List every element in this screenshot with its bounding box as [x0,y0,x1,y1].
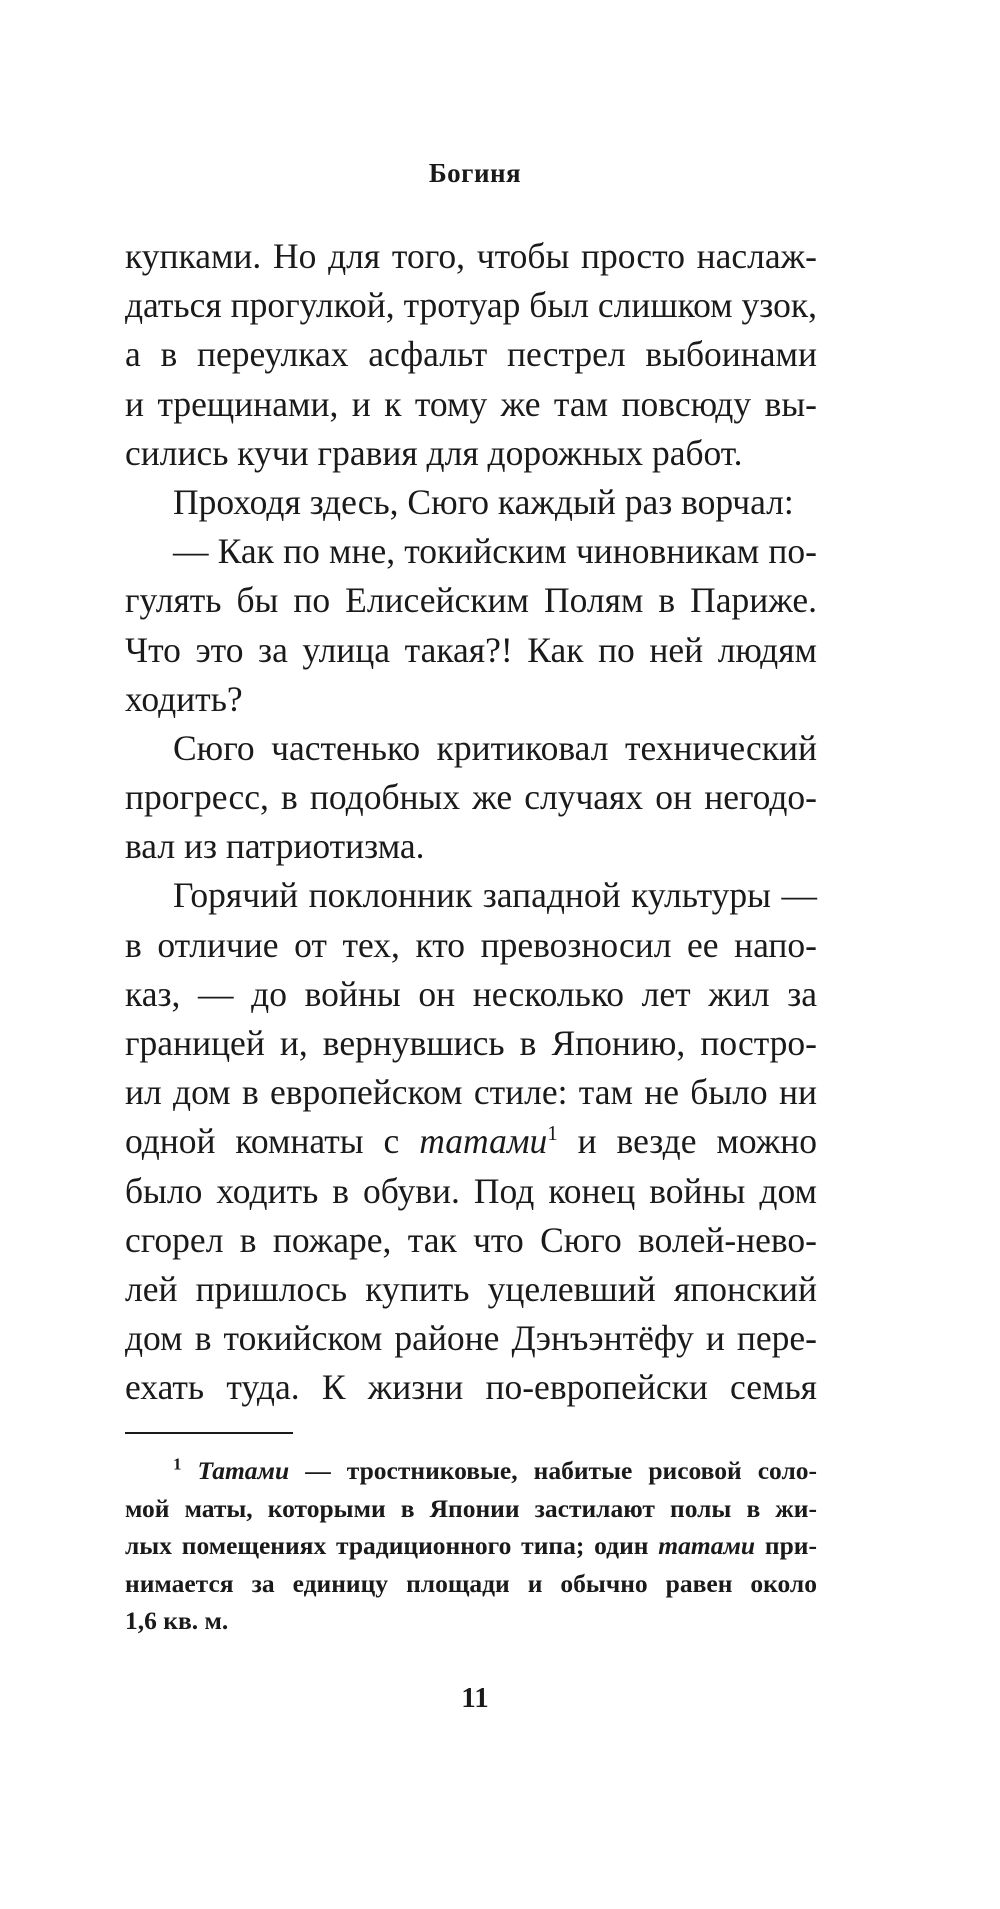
text-fragment: и везде можно [557,1121,817,1162]
term-tatami: татами [419,1121,548,1162]
text-line [125,1117,817,1166]
running-title: Богиня [428,158,522,188]
text-line: вал из патриотизма. [125,826,425,867]
text-line: границей и, вернувшись в Японию, постро- [125,1023,817,1063]
footnote-line: мой маты, которыми в Японии застилают полы в жи- [125,1493,817,1523]
text-fragment: одной комнаты с [125,1121,420,1162]
text-line: в отличие от тех, кто превозносил ее напо- [125,924,817,965]
page-number: 11 [461,1682,489,1714]
footnote-line [125,1527,817,1565]
text-line: лей пришлось купить уцелевший японский [125,1268,817,1309]
text-line: и трещинами, и к тому же там повсюду вы- [125,383,817,424]
footnote-reference[interactable]: 1 [547,1121,558,1146]
text-line: Что это за улица такая?! Как по ней людям [125,629,817,670]
text-line: ил дом в европейском стиле: там не было ни [125,1072,817,1113]
text-line: даться прогулкой, тротуар был слишком узок, [125,285,817,326]
text-line: Проходя здесь, Сюго каждый раз ворчал: [173,481,794,522]
footnote-line: 1,6 кв. м. [125,1606,229,1635]
text-line: было ходить в обуви. Под конец войны дом [125,1170,817,1211]
text-line: гулять бы по Елисейским Полям в Париже. [125,580,817,621]
text-line: Сюго частенько критиковал технический [173,727,817,768]
footnote-term: татами [658,1531,756,1560]
footnote-line [125,1452,817,1490]
text-fragment: — тростниковые, набитые рисовой соло- [289,1456,818,1485]
text-line: сгорел в пожаре, так что Сюго волей-нево- [125,1219,817,1260]
text-line: Горячий поклонник западной культуры — [173,875,817,916]
text-line: прогресс, в подобных же случаях он негодо- [125,777,817,818]
text-line: сились кучи гравия для дорожных работ. [125,432,743,473]
text-line: а в переулках асфальт пестрел выбоинами [125,334,817,375]
footnote-divider [125,1432,293,1434]
text-line: ехать туда. К жизни по-европейски семья [125,1367,817,1408]
footnote-term: Татами [197,1456,290,1485]
footnote [125,1452,817,1640]
text-line: — Как по мне, токийским чиновникам по- [173,531,817,572]
footnote-line: нимается за единицу площади и обычно равен около [125,1568,817,1598]
text-fragment: лых помещениях традиционного типа; один [125,1531,659,1560]
text-line: купками. Но для того, чтобы просто наслаж- [125,236,817,276]
text-line: ходить? [125,678,243,719]
footnote-mark: 1 [173,1454,182,1474]
text-line: каз, — до войны он несколько лет жил за [125,973,817,1014]
main-text [125,232,817,1413]
text-line: дом в токийском районе Дэнъэнтёфу и пере- [125,1318,817,1359]
text-fragment: при- [755,1531,817,1560]
